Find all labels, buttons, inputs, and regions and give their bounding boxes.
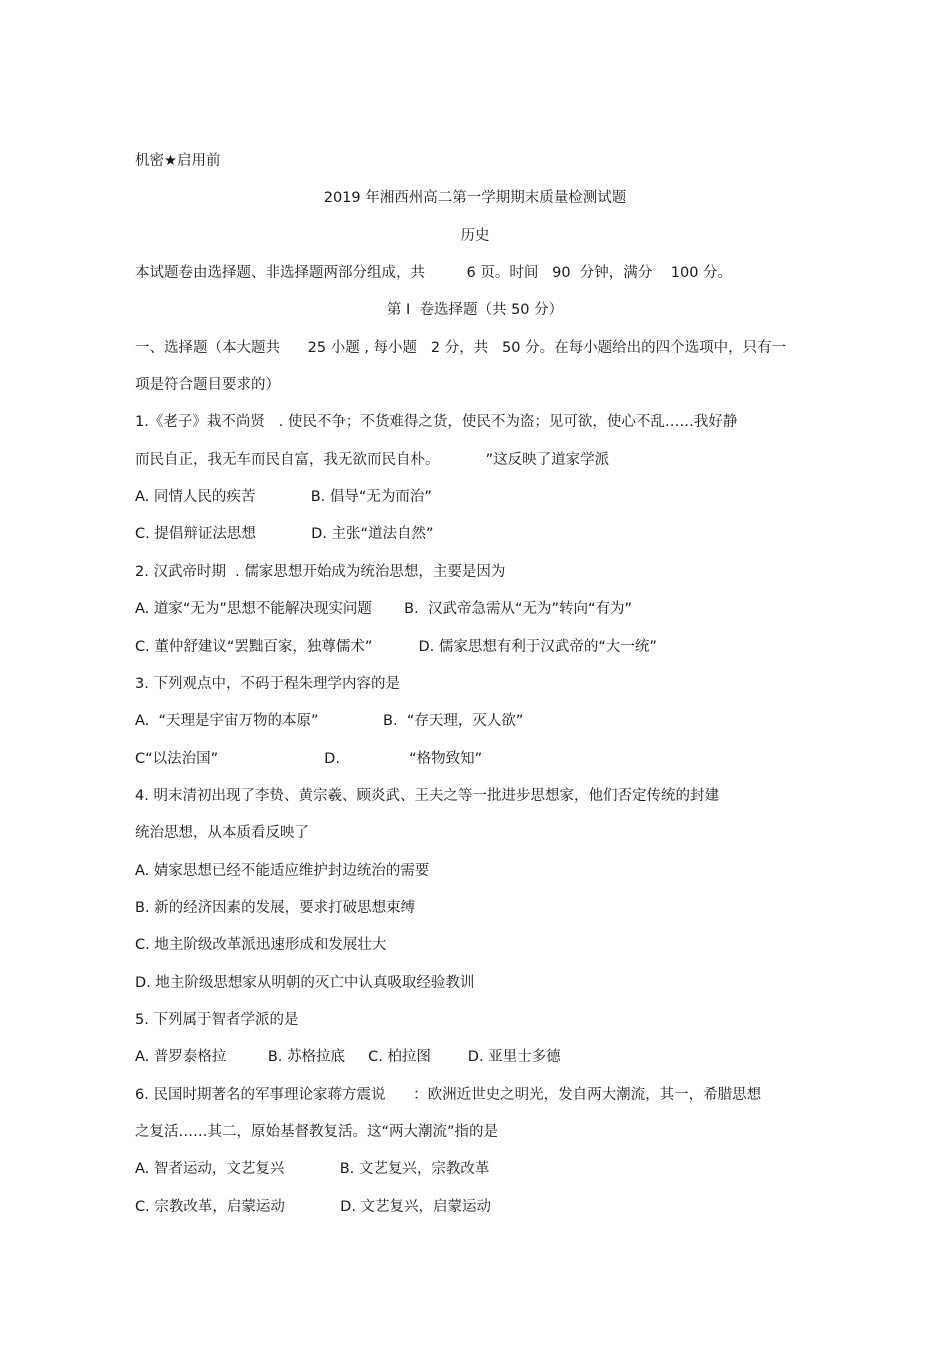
question-stem: 5. 下列属于智者学派的是 — [135, 1012, 299, 1028]
subject-title: 历史 — [460, 228, 490, 244]
option-c: C. 地主阶级改革派迅速形成和发展壮大 — [135, 937, 387, 953]
section-instructions-cont: 项是符合题目要求的） — [135, 377, 280, 393]
question-options: A. “天理是宇宙万物的本原” B. “存天理，灭人欲” — [135, 713, 524, 729]
exam-title: 2019 年湘西州高二第一学期期末质量检测试题 — [323, 190, 627, 206]
question-stem-cont: 之复活……其二，原始基督教复活。这“两大潮流”指的是 — [135, 1124, 499, 1140]
question-stem: 3. 下列观点中，不码于程朱理学内容的是 — [135, 676, 400, 692]
question-options: A. 普罗泰格拉 B. 苏格拉底 C. 柏拉图 D. 亚里士多德 — [135, 1049, 561, 1065]
section-title: 第 I 卷选择题（共 50 分） — [386, 302, 564, 318]
question-stem: 2. 汉武帝时期 . 儒家思想开始成为统治思想，主要是因为 — [135, 564, 506, 580]
confidential-label: 机密★启用前 — [135, 153, 221, 169]
question-options: A. 同情人民的疾苦 B. 倡导“无为而治” — [135, 489, 432, 505]
question-stem-cont: 而民自正，我无车而民自富，我无欲而民自朴。 ”这反映了道家学派 — [135, 452, 610, 468]
question-options: A. 智者运动，文艺复兴 B. 文艺复兴，宗教改革 — [135, 1161, 490, 1177]
question-stem-cont: 统治思想，从本质看反映了 — [135, 825, 309, 841]
question-options: C“以法治国” D. “格物致知” — [135, 751, 483, 767]
option-d: D. 地主阶级思想家从明朝的灭亡中认真吸取经验教训 — [135, 975, 475, 991]
section-instructions: 一、选择题（本大题共 25 小题 , 每小题 2 分，共 50 分。在每小题给出的四个选项中，只有一 — [135, 340, 787, 356]
option-a: A. 婧家思想已经不能适应维护封边统治的需要 — [135, 863, 430, 879]
option-b: B. 新的经济因素的发展，要求打破思想束缚 — [135, 900, 416, 916]
exam-intro: 本试题卷由选择题、非选择题两部分组成，共 6 页。时间 90 分钟，满分 100 分。 — [135, 265, 733, 281]
question-options: A. 道家“无为”思想不能解决现实问题 B. 汉武帝急需从“无为”转向“有为” — [135, 601, 632, 617]
question-options: C. 董仲舒建议“罢黜百家，独尊儒术” D. 儒家思想有利于汉武帝的“大一统” — [135, 639, 657, 655]
question-options: C. 提倡辩证法思想 D. 主张“道法自然” — [135, 526, 434, 542]
question-options: C. 宗教改革，启蒙运动 D. 文艺复兴，启蒙运动 — [135, 1199, 492, 1215]
question-stem: 1.《老子》栽不尚贤 . 使民不争；不货难得之货，使民不为盗；见可欲，使心不乱……我好静 — [135, 414, 738, 430]
question-stem: 6. 民国时期著名的军事理论家蒋方震说 ：欧洲近世史之明光，发自两大潮流，其一，希腊思想 — [135, 1087, 762, 1103]
question-stem: 4. 明末清初出现了李贽、黄宗羲、顾炎武、王夫之等一批进步思想家，他们否定传统的封建 — [135, 788, 719, 804]
